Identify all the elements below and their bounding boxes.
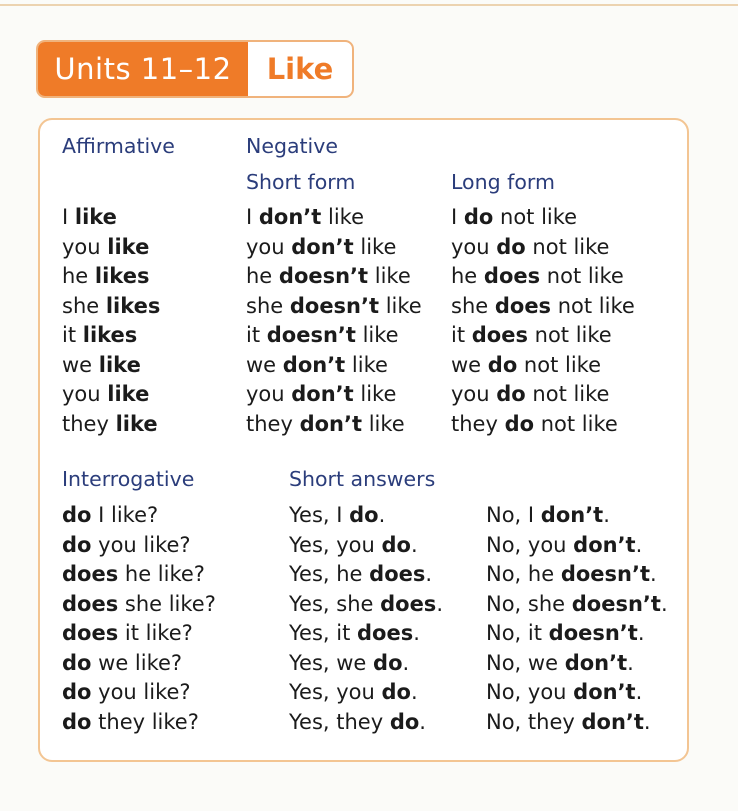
- verb-form: do: [463, 205, 494, 229]
- row-text: .: [402, 650, 410, 675]
- conjugation-row: [451, 321, 635, 351]
- row-text: .: [410, 680, 418, 704]
- conjugation-row: [486, 678, 668, 708]
- row-text: it: [451, 323, 472, 347]
- row-text: it: [62, 323, 83, 347]
- verb-form: do: [496, 382, 526, 406]
- conjugation-row: [486, 649, 668, 679]
- row-text: he: [62, 264, 95, 288]
- row-text: they: [451, 411, 505, 436]
- verb-form: does: [494, 293, 552, 318]
- conjugation-row: [451, 203, 635, 233]
- verb-form: does: [62, 621, 119, 645]
- row-text: he: [451, 264, 484, 288]
- verb-form: doesn’t: [571, 591, 661, 616]
- row-text: you: [246, 382, 292, 406]
- row-text: No, they: [486, 709, 582, 734]
- verb-form: do: [389, 709, 420, 734]
- verb-form: do: [62, 680, 92, 704]
- conjugation-row: [62, 351, 160, 381]
- verb-form: does: [62, 562, 119, 586]
- conjugation-row: [289, 708, 443, 738]
- verb-form: doesn’t: [278, 264, 369, 288]
- row-text: .: [649, 562, 657, 586]
- row-text: she like?: [118, 591, 216, 616]
- row-text: Yes, he: [289, 562, 370, 586]
- heading-short-form: Short form: [246, 170, 356, 194]
- conjugation-row: [62, 560, 216, 590]
- row-text: he: [246, 264, 279, 288]
- conjugation-row: [246, 410, 422, 440]
- row-text: .: [378, 503, 386, 527]
- verb-form: don’t: [573, 680, 636, 704]
- conjugation-row: [62, 233, 160, 263]
- conjugation-row: [62, 708, 216, 738]
- row-text: .: [410, 532, 418, 557]
- row-text: they: [246, 411, 300, 436]
- verb-form: does: [380, 591, 437, 616]
- row-text: we: [246, 352, 283, 377]
- conjugation-row: [62, 678, 216, 708]
- conjugation-row: [289, 649, 443, 679]
- verb-form: do: [381, 680, 411, 704]
- conjugation-row: [289, 560, 443, 590]
- conjugation-row: [62, 649, 216, 679]
- verb-form: like: [115, 411, 158, 436]
- row-text: .: [425, 562, 433, 586]
- row-text: not like: [493, 205, 578, 229]
- verb-form: does: [369, 562, 426, 586]
- verb-form: do: [373, 650, 403, 675]
- verb-form: like: [98, 352, 141, 377]
- row-text: I: [451, 205, 464, 229]
- conjugation-row: [246, 262, 422, 292]
- row-text: not like: [525, 382, 610, 406]
- row-text: No, it: [486, 621, 549, 645]
- conjugation-row: [246, 321, 422, 351]
- verb-form: don’t: [291, 382, 354, 406]
- conjugation-row: [62, 321, 160, 351]
- verb-form: do: [62, 503, 92, 527]
- conjugation-row: [62, 380, 160, 410]
- verb-form: don’t: [564, 650, 628, 675]
- conjugation-row: [289, 678, 443, 708]
- row-text: you: [62, 382, 108, 406]
- row-text: not like: [525, 234, 610, 259]
- row-text: it like?: [118, 621, 193, 645]
- grammar-panel: [38, 118, 689, 762]
- heading-long-form: Long form: [451, 170, 555, 194]
- verb-form: does: [483, 264, 541, 288]
- short-answers-no-column: [486, 501, 668, 737]
- conjugation-row: [246, 380, 422, 410]
- row-text: No, you: [486, 532, 574, 557]
- row-text: Yes, you: [289, 532, 382, 557]
- verb-form: don’t: [291, 234, 354, 259]
- row-text: they like?: [91, 709, 199, 734]
- row-text: we: [62, 352, 99, 377]
- conjugation-row: [451, 380, 635, 410]
- row-text: you: [451, 382, 497, 406]
- verb-form: do: [62, 650, 92, 675]
- conjugation-row: [486, 560, 668, 590]
- row-text: I: [246, 205, 259, 229]
- unit-title-tab: [36, 40, 354, 98]
- row-text: you: [62, 234, 108, 259]
- verb-form: does: [471, 323, 528, 347]
- row-text: I: [62, 205, 75, 229]
- top-divider: [0, 0, 738, 6]
- verb-form: doesn’t: [560, 562, 650, 586]
- verb-form: doesn’t: [266, 323, 356, 347]
- row-text: you like?: [91, 680, 191, 704]
- row-text: you like?: [91, 532, 191, 557]
- conjugation-row: [246, 292, 422, 322]
- row-text: .: [419, 709, 426, 734]
- negative-long-column: [451, 203, 635, 439]
- conjugation-row: [451, 292, 635, 322]
- row-text: .: [627, 650, 634, 675]
- verb-form: do: [487, 352, 518, 377]
- conjugation-row: [62, 410, 160, 440]
- verb-form: don’t: [540, 503, 604, 527]
- conjugation-row: [62, 292, 160, 322]
- row-text: No, we: [486, 650, 565, 675]
- row-text: .: [436, 591, 443, 616]
- row-text: No, he: [486, 562, 561, 586]
- conjugation-row: [289, 619, 443, 649]
- row-text: Yes, you: [289, 680, 382, 704]
- units-label: Units 11–12: [38, 42, 248, 96]
- conjugation-row: [246, 233, 422, 263]
- row-text: like: [355, 323, 399, 347]
- verb-form: don’t: [282, 352, 346, 377]
- row-text: you: [246, 234, 292, 259]
- row-text: we like?: [91, 650, 183, 675]
- row-text: Yes, she: [289, 591, 381, 616]
- row-text: .: [635, 532, 643, 557]
- row-text: not like: [534, 411, 618, 436]
- conjugation-row: [62, 619, 216, 649]
- verb-form: likes: [105, 293, 161, 318]
- conjugation-row: [289, 501, 443, 531]
- row-text: like: [368, 264, 411, 288]
- conjugation-row: [246, 351, 422, 381]
- conjugation-row: [62, 501, 216, 531]
- conjugation-row: [486, 590, 668, 620]
- row-text: Yes, I: [289, 503, 350, 527]
- conjugation-row: [289, 590, 443, 620]
- conjugation-row: [62, 262, 160, 292]
- conjugation-row: [62, 203, 160, 233]
- heading-short-answers: Short answers: [289, 467, 436, 491]
- verb-form: do: [349, 503, 379, 527]
- row-text: like: [321, 205, 364, 229]
- verb-form: don’t: [258, 205, 322, 229]
- row-text: .: [660, 591, 668, 616]
- verb-form: don’t: [299, 411, 363, 436]
- conjugation-row: [451, 351, 635, 381]
- verb-form: do: [496, 234, 526, 259]
- verb-form: does: [62, 591, 119, 616]
- heading-affirmative: Affirmative: [62, 134, 175, 158]
- row-text: like: [353, 382, 397, 406]
- row-text: you: [451, 234, 497, 259]
- row-text: I like?: [91, 503, 159, 527]
- row-text: like: [379, 293, 422, 318]
- row-text: .: [413, 621, 420, 645]
- row-text: they: [62, 411, 116, 436]
- interrogative-column: [62, 501, 216, 737]
- conjugation-row: [451, 262, 635, 292]
- verb-form: do: [62, 532, 92, 557]
- conjugation-row: [486, 708, 668, 738]
- verb-form: doesn’t: [289, 293, 380, 318]
- conjugation-row: [486, 531, 668, 561]
- row-text: she: [62, 293, 106, 318]
- verb-form: do: [62, 709, 92, 734]
- row-text: she: [246, 293, 290, 318]
- row-text: No, she: [486, 591, 572, 616]
- verb-form: likes: [94, 264, 150, 288]
- row-text: Yes, they: [289, 709, 390, 734]
- verb-form: does: [357, 621, 414, 645]
- verb-form: doesn’t: [548, 621, 638, 645]
- row-text: like: [362, 411, 405, 436]
- row-text: not like: [540, 264, 624, 288]
- row-text: not like: [517, 352, 601, 377]
- row-text: like: [345, 352, 388, 377]
- conjugation-row: [62, 531, 216, 561]
- conjugation-row: [246, 203, 422, 233]
- conjugation-row: [62, 590, 216, 620]
- conjugation-row: [451, 410, 635, 440]
- row-text: he like?: [118, 562, 205, 586]
- heading-interrogative: Interrogative: [62, 467, 195, 491]
- affirmative-column: [62, 203, 160, 439]
- verb-form: likes: [82, 323, 138, 347]
- row-text: No, I: [486, 503, 541, 527]
- topic-label: Like: [266, 52, 334, 86]
- row-text: not like: [527, 323, 612, 347]
- row-text: not like: [551, 293, 635, 318]
- conjugation-row: [486, 619, 668, 649]
- row-text: No, you: [486, 680, 574, 704]
- row-text: .: [637, 621, 645, 645]
- row-text: like: [353, 234, 397, 259]
- conjugation-row: [486, 501, 668, 531]
- negative-short-column: [246, 203, 422, 439]
- short-answers-yes-column: [289, 501, 443, 737]
- heading-negative: Negative: [246, 134, 338, 158]
- conjugation-row: [451, 233, 635, 263]
- row-text: Yes, we: [289, 650, 374, 675]
- verb-form: like: [107, 234, 150, 259]
- verb-form: do: [504, 411, 535, 436]
- verb-form: don’t: [581, 709, 644, 734]
- row-text: .: [635, 680, 643, 704]
- row-text: we: [451, 352, 488, 377]
- verb-form: like: [74, 205, 117, 229]
- row-text: .: [643, 709, 651, 734]
- verb-form: do: [381, 532, 411, 557]
- verb-form: don’t: [573, 532, 636, 557]
- row-text: it: [246, 323, 267, 347]
- row-text: Yes, it: [289, 621, 357, 645]
- row-text: she: [451, 293, 495, 318]
- conjugation-row: [289, 531, 443, 561]
- row-text: .: [603, 503, 610, 527]
- verb-form: like: [107, 382, 150, 406]
